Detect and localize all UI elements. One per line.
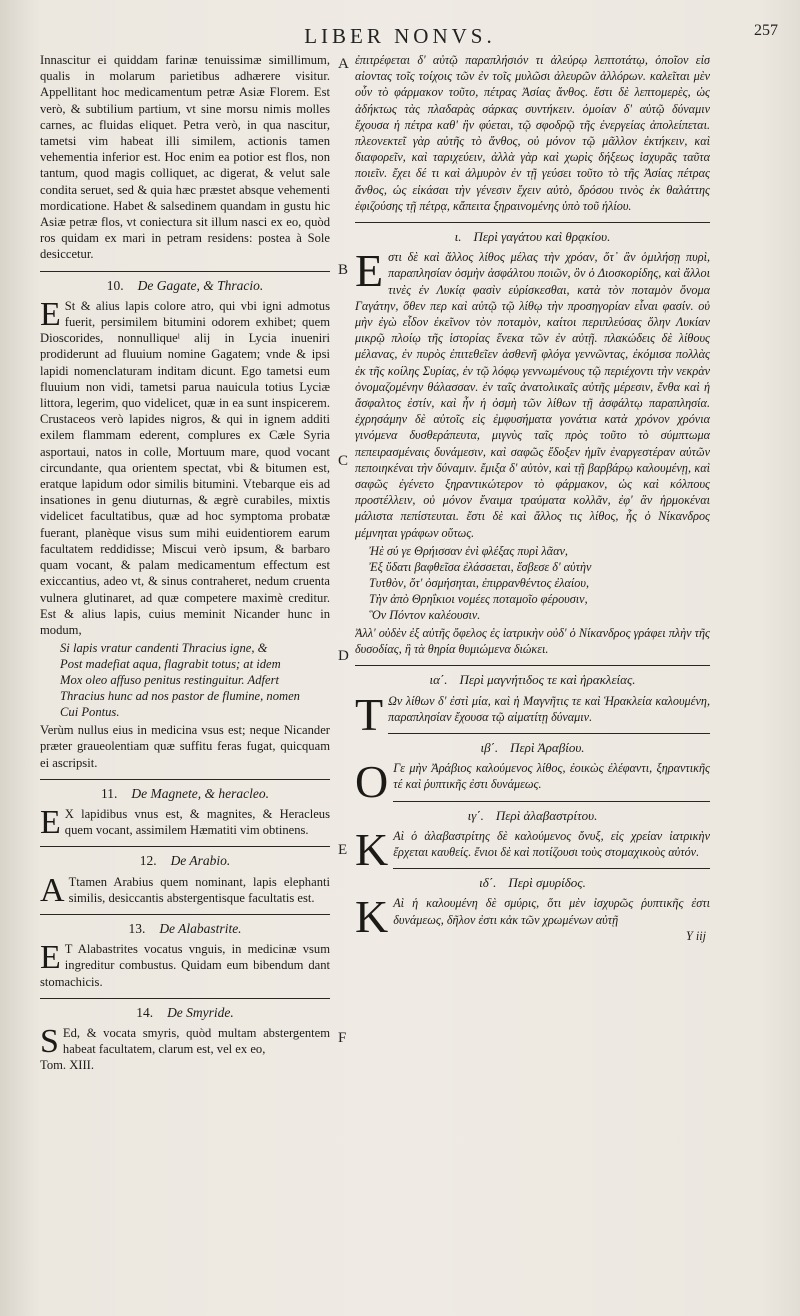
drop-cap: Ε [355,245,384,297]
latin-heading-11 [40,786,330,802]
paragraph-text: St & alius lapis colore atro, qui vbi igni admotus fuerit, persimilem bitumini odorem exhibet; quem Dioscorides, nonnulliqueˡ alij in Lycia inueniri prodiderunt ad fluuium nomine Gagatem; vnde & ipsi lapidi nomenclaturam inditam dicunt. Ego tametsi eum fluuium non vidi, tametsi parua nauicula totius Lyciæ littora, legerim, quo videlicet, quæ in ea sunt inspicerem. Crustaceos verò lapides nigros, & qui in ignem additi exilem flammam ederent, complures ex Cæle Syria asportaui, natos in colle, Mortuum mare, quod vocant circundante, qua orientem spectat, vbi & bitumen est, eratque lapidum odor similis bitumini. Vtebarque eis ad insationes in genu diuturnas, & ægrè curabiles, mixtis videlicet facultatibus, quæ ad hoc symptoma probatæ fuerant, planèque visus sum mihi euidentiorem earum facultatem reddidisse; Miscui verò ipsum, & barbaro quam vocant, & palam medicamentum effectum est exiccantius, adeo vt, & sinus contraheret, nedum cruenta vulnera glutinaret, ad quæ competere maximè creditur. Est & alius lapis, cuius meminit Nicander hunc in modum, [40,298,330,637]
section-title: Περὶ γαγάτου καὶ θρᾳκίου. [473,229,611,245]
section-number: ια΄. [429,672,448,688]
section-number: ιγ΄. [467,807,484,823]
verse-line: Ἠὲ σύ γε Θρήισσαν ἐνὶ φλέξας πυρὶ λᾶαν, [369,543,568,558]
section-divider [40,271,330,272]
page-number: 257 [754,22,778,39]
greek-column [355,52,710,1316]
paragraph-text: X lapidibus vnus est, & magnites, & Heracleus quem vocant, assimilem Hæmatiti vim obtinens. [64,806,330,838]
section-number: ιδ΄. [479,875,497,891]
greek-intro-paragraph: ἐπιτρέφεται δ' αὐτῷ παραπλήσιόν τι ἀλεύρῳ λεπτοτάτῳ, ὁποῖον εἰσ αἰοντας τοῖς τοίχοις τῶν ἐν τοῖς μυλῶσι ἀλευρῶν ἀλλόρων. καλεῖται μὲν οὖν τὸ φάρμακον τοῦτο, πέτρας Ἀσίας ἄνθος. ἔστι δὲ λεπτομερὲς, ὡς ἀδήκτως τὰς πλαδαρὰς σάρκας συντήκειν. ὁμοίαν δ' αὐτῷ δύναμιν ἔχουσα ἡ πέτρα καθ' ἣν φύεται, τῷ σφοδρῷ τῆς ἐνεργείας ἀπολείπεται. πλεονεκτεῖ γὰρ αὐτῆς τὸ ἄνθος, οὐ μόνον τῷ μᾶλλον ἐκτήκειν, καὶ διαφορεῖν, καὶ ταριχεύειν, ἀλλὰ γὰρ καὶ χωρὶς δήξεως ἰσχυρᾶς ταῦτα ποιεῖν. ἔχει δέ τι καὶ ἁλμυρὸν ἐν τῇ γεύσει τοῦτο τὸ τῆς Ἀσίας πέτρας ἄνθος, ὡς εἰκάσαι τὴν γένεσιν ἔχειν αὐτὸ, δρόσου τινὸς ἐκ θαλάττης ἐφιζούσης τῇ πέτρᾳ, κἄπειτα ξηραινομένης ὑπὸ τοῦ ἡλίου. [355,53,710,213]
section-title: De Magnete, & heracleo. [131,785,269,801]
section-title: De Alabastrite. [159,920,242,936]
drop-cap: S [40,1022,59,1060]
drop-cap: E [40,939,61,977]
drop-cap: Ο [355,756,389,808]
greek-heading-14 [355,875,710,891]
latin-column [40,52,330,1316]
latin-paragraph-10-after: Verùm nullus eius in medicina vsus est; neque Nicander præter graueolentiam quæ suffitu feras fugat, quicquam ei ascripsit. [40,723,330,770]
greek-heading-13 [355,808,710,824]
section-title: De Gagate, & Thracio. [137,277,264,293]
margin-letter-b: B [338,262,349,278]
running-head: LIBER NONVS. [304,24,496,48]
verse-line: Τυτθὸν, ὅτ' ὀσμήσηται, ἐπιρρανθέντος ἐλαίου, [369,575,590,590]
drop-cap: Τ [355,688,384,740]
greek-paragraph-10-after: Ἀλλ' οὐδὲν ἐξ αὐτῆς ὄφελος ἐς ἰατρικὴν οὐδ' ὁ Νίκανδρος γράφει πλὴν τῆς δυσοδίας, ἣ τὰ θηρία θυμιώμενα διώκει. [355,625,710,657]
margin-letter-a: A [338,56,349,72]
drop-cap: A [40,871,65,909]
section-divider [40,998,330,999]
section-divider [393,801,710,802]
verse-line: Si lapis vratur candenti Thracius igne, & [60,641,268,656]
greek-heading-10 [355,229,710,245]
section-number: ιβ΄. [480,739,499,755]
section-divider [40,779,330,780]
section-divider [40,914,330,915]
greek-heading-11 [355,672,710,688]
section-divider [355,665,710,666]
paragraph-text: Αὶ ὁ ἀλαβαστρίτης δὲ καλούμενος ὄνυξ, εἰς χρείαν ἰατρικὴν ἔρχεται καυθείς. ἔνιοι δὲ καὶ ποτίζουσι τοὺς στομαχικοὺς αὐτόν. [393,828,710,859]
latin-heading-10 [40,278,330,294]
paragraph-text: Ttamen Arabius quem nominant, lapis elephanti similis, desiccantis abstergentisque facultatis est. [68,874,330,905]
verse-line: Ὃν Πόντον καλέουσιν. [369,607,481,622]
section-title: Περὶ σμυρίδος. [508,875,586,891]
verse-line: Thracius hunc ad nos pastor de flumine, nomen [60,689,300,704]
drop-cap: E [40,295,61,333]
section-number: 11. [101,785,118,801]
paragraph-text: Αὶ ἡ καλουμένη δὲ σμύρις, ὅτι μὲν ἰσχυρῶς ῥυπτικῆς ἐστι δυνάμεως, δῆλον ἐστι κἀκ τῶν χρωμένων αὐτῇ [393,896,710,927]
greek-paragraph-10 [355,245,710,541]
latin-paragraph-12 [40,871,330,909]
section-divider [40,846,330,847]
paragraph-text: στι δὲ καὶ ἄλλος λίθος μέλας τὴν χρόαν, ὅτ᾽ ἂν ὁμιλήσῃ πυρὶ, παραπλησίαν ὀσμὴν ἀσφάλτου ποιῶν, ὃν ὁ Διοσκορίδης, καὶ ἄλλοι τινὲς ἐν Λυκίᾳ φασὶν εὑρίσκεσθαι, κατὰ τὸν ποταμὸν ὄνομα Γαγάτην, ὅθεν περ καὶ αὐτῷ τῷ λίθῳ τὴν προσηγορίαν εἶναι φασίν. οὐ μὴν ἐγὼ εἶδον ἐκεῖνον τὸν ποταμὸν, καίτοι περιπλεύσας ὅλην Λυκίαν μικρῷ πλοίῳ τῆς ἱστορίας ἕνεκα τῶν ἐν αὐτῇ. πλακώδεις δὲ λίθους μέλανας, ἐν πυρὸς ἐπιτεθεῖεν ἀσθενῆ φλόγα γεννῶντας, ἐκόμισα πολλὰς ἐκ τῆς κοίλης Συρίας, ἐν τῷ λόφῳ γεννωμένους τῷ περιέχοντι τὴν νεκρὰν ὀνομαζομένην θάλασσαν. ἐν ταῖς ἀνατολικαῖς αὐτῆς μέρεσιν, ἔνθα καὶ ἡ ἄσφαλτος ἐστίν, καὶ ἦν ἡ ὀσμὴ τῶν λίθων τῇ ἀσφάλτῳ παραπλησία. ἐχρησάμην δὲ αὐτοῖς εἰς ἐμφυσήματα γονάτια κατὰ χρόνον χρόνια γινόμενα δυσθεράπευτα, μιγνὺς ταῖς πρὸς τοῦτο τὸ σύμπτωμα πεπειρασμέναις δυνάμεσιν, καὶ σαφῶς ἔδοξεν ἡμῖν ἐναργεστέραν αὐτῶν πεποιηκέναι τὴν δύναμιν. ἔμιξα δ' αὐτὸν, καὶ τῇ βαρβάρῳ καλουμένῃ, καὶ σαφῶς ἐγένετο ξηραντικώτερον τὸ φάρμακον, ὡς καὶ κόλπους προστέλλειν, οὐ μόνον ἔναιμα τραύματα κολλᾶν, ἐφ' ἃν ἡρμοκέναι μάλιστα πεπίστευται. ἔστι δὲ καὶ ἄλλος τις λίθος, ἧς ὁ Νίκανδρος μέμνηται γράφων οὕτως. [355,250,710,540]
verse-line: Ἐξ ὕδατι βαφθεῖσα ἐλάσσεται, ἔσβεσε δ' αὐτὴν [369,559,592,574]
margin-letter-c: C [338,453,349,469]
paragraph-text: Γε μὴν Ἀράβιος καλούμενος λίθος, ἐοικὼς ἐλέφαντι, ξηραντικῆς τέ καὶ ῥυπτικῆς ἐστι δυνάμεως. [393,761,710,792]
section-title: De Arabio. [170,853,231,869]
latin-paragraph-14 [40,1022,330,1060]
section-number: 12. [139,853,157,869]
latin-paragraph-13 [40,941,330,990]
latin-heading-12 [40,853,330,869]
margin-letter-d: D [338,648,349,664]
section-divider [388,733,710,734]
page-header [0,22,800,50]
verse-line: Post madefiat aqua, flagrabit totus; at idem [60,657,281,672]
verse-line: Τὴν ἀπὸ Θρηΐκιοι νομέες ποταμοῖο φέρουσιν, [369,591,588,606]
paragraph-text: Ων λίθων δ' ἐστὶ μία, καὶ ἡ Μαγνῆτις τε καὶ Ἡρακλεία καλουμένη, παραπλησίαν ἔχουσα τῷ αἱματίτῃ δύναμιν. [388,693,710,724]
volume-mark: Tom. XIII. [40,1058,95,1073]
section-title: Περὶ Ἀραβίου. [510,739,585,755]
verse-line: Mox oleo affuso penitus restinguitur. Adfert [60,673,279,688]
signature-mark: Y iij [686,928,706,943]
drop-cap: Κ [355,823,389,875]
latin-verse [60,640,330,720]
latin-heading-14 [40,1005,330,1021]
paragraph-text: T Alabastrites vocatus vnguis, in medicinæ vsum ingreditur combustus. Quidam eum bibendum dant stomachicis. [40,942,330,989]
margin-letter-e: E [338,842,348,858]
latin-paragraph-10 [40,295,330,638]
section-number: 10. [106,277,124,293]
section-divider [393,868,710,869]
greek-paragraph-12 [355,756,710,808]
section-divider [355,222,710,223]
verse-line: Cui Pontus. [60,705,120,720]
drop-cap: E [40,803,61,841]
section-title: De Smyride. [167,1004,234,1020]
greek-heading-12 [355,740,710,756]
latin-paragraph-11 [40,803,330,841]
latin-intro-paragraph: Innascitur ei quiddam farinæ tenuissimæ simillimum, qualis in molarum parietibus adhærere visitur. Appellitant hoc medicamentum petræ Asiæ Florem. Est verò, & subtilium partium, vt sine morsu nimis molles carnes, ac fluidas eliquet. Petra verò, in qua nascitur, tametsi vim habeat illi similem, actionis tamen vehementia inferior est. Hoc enim ea potior est flos, non tantum, quod magis colliquet, ac digerat, & velut sale condita seruet, sed & quia hæc præstet absque vehementi mordicatione. Habet & salsedinem quandam in gustu hic Asiæ petræ flos, vt coniectura sit illum nasci ex eo, quòd ros quidam ex mari in petram residens: postea à Sole desiccetur. [40,53,330,262]
section-title: Περὶ μαγνήτιδος τε καὶ ἡρακλείας. [459,672,636,688]
greek-paragraph-11 [355,688,710,740]
greek-verse [369,543,710,623]
paragraph-text: Ed, & vocata smyris, quòd multam abstergentem habeat facultatem, clarum est, vel ex eo, [62,1025,330,1057]
section-number: ι. [454,229,462,245]
section-number: 14. [136,1004,154,1020]
greek-paragraph-13 [355,823,710,875]
latin-heading-13 [40,921,330,937]
section-title: Περὶ ἀλαβαστρίτου. [495,807,598,823]
margin-letter-f: F [338,1030,347,1046]
section-number: 13. [128,920,146,936]
drop-cap: Κ [355,891,389,943]
